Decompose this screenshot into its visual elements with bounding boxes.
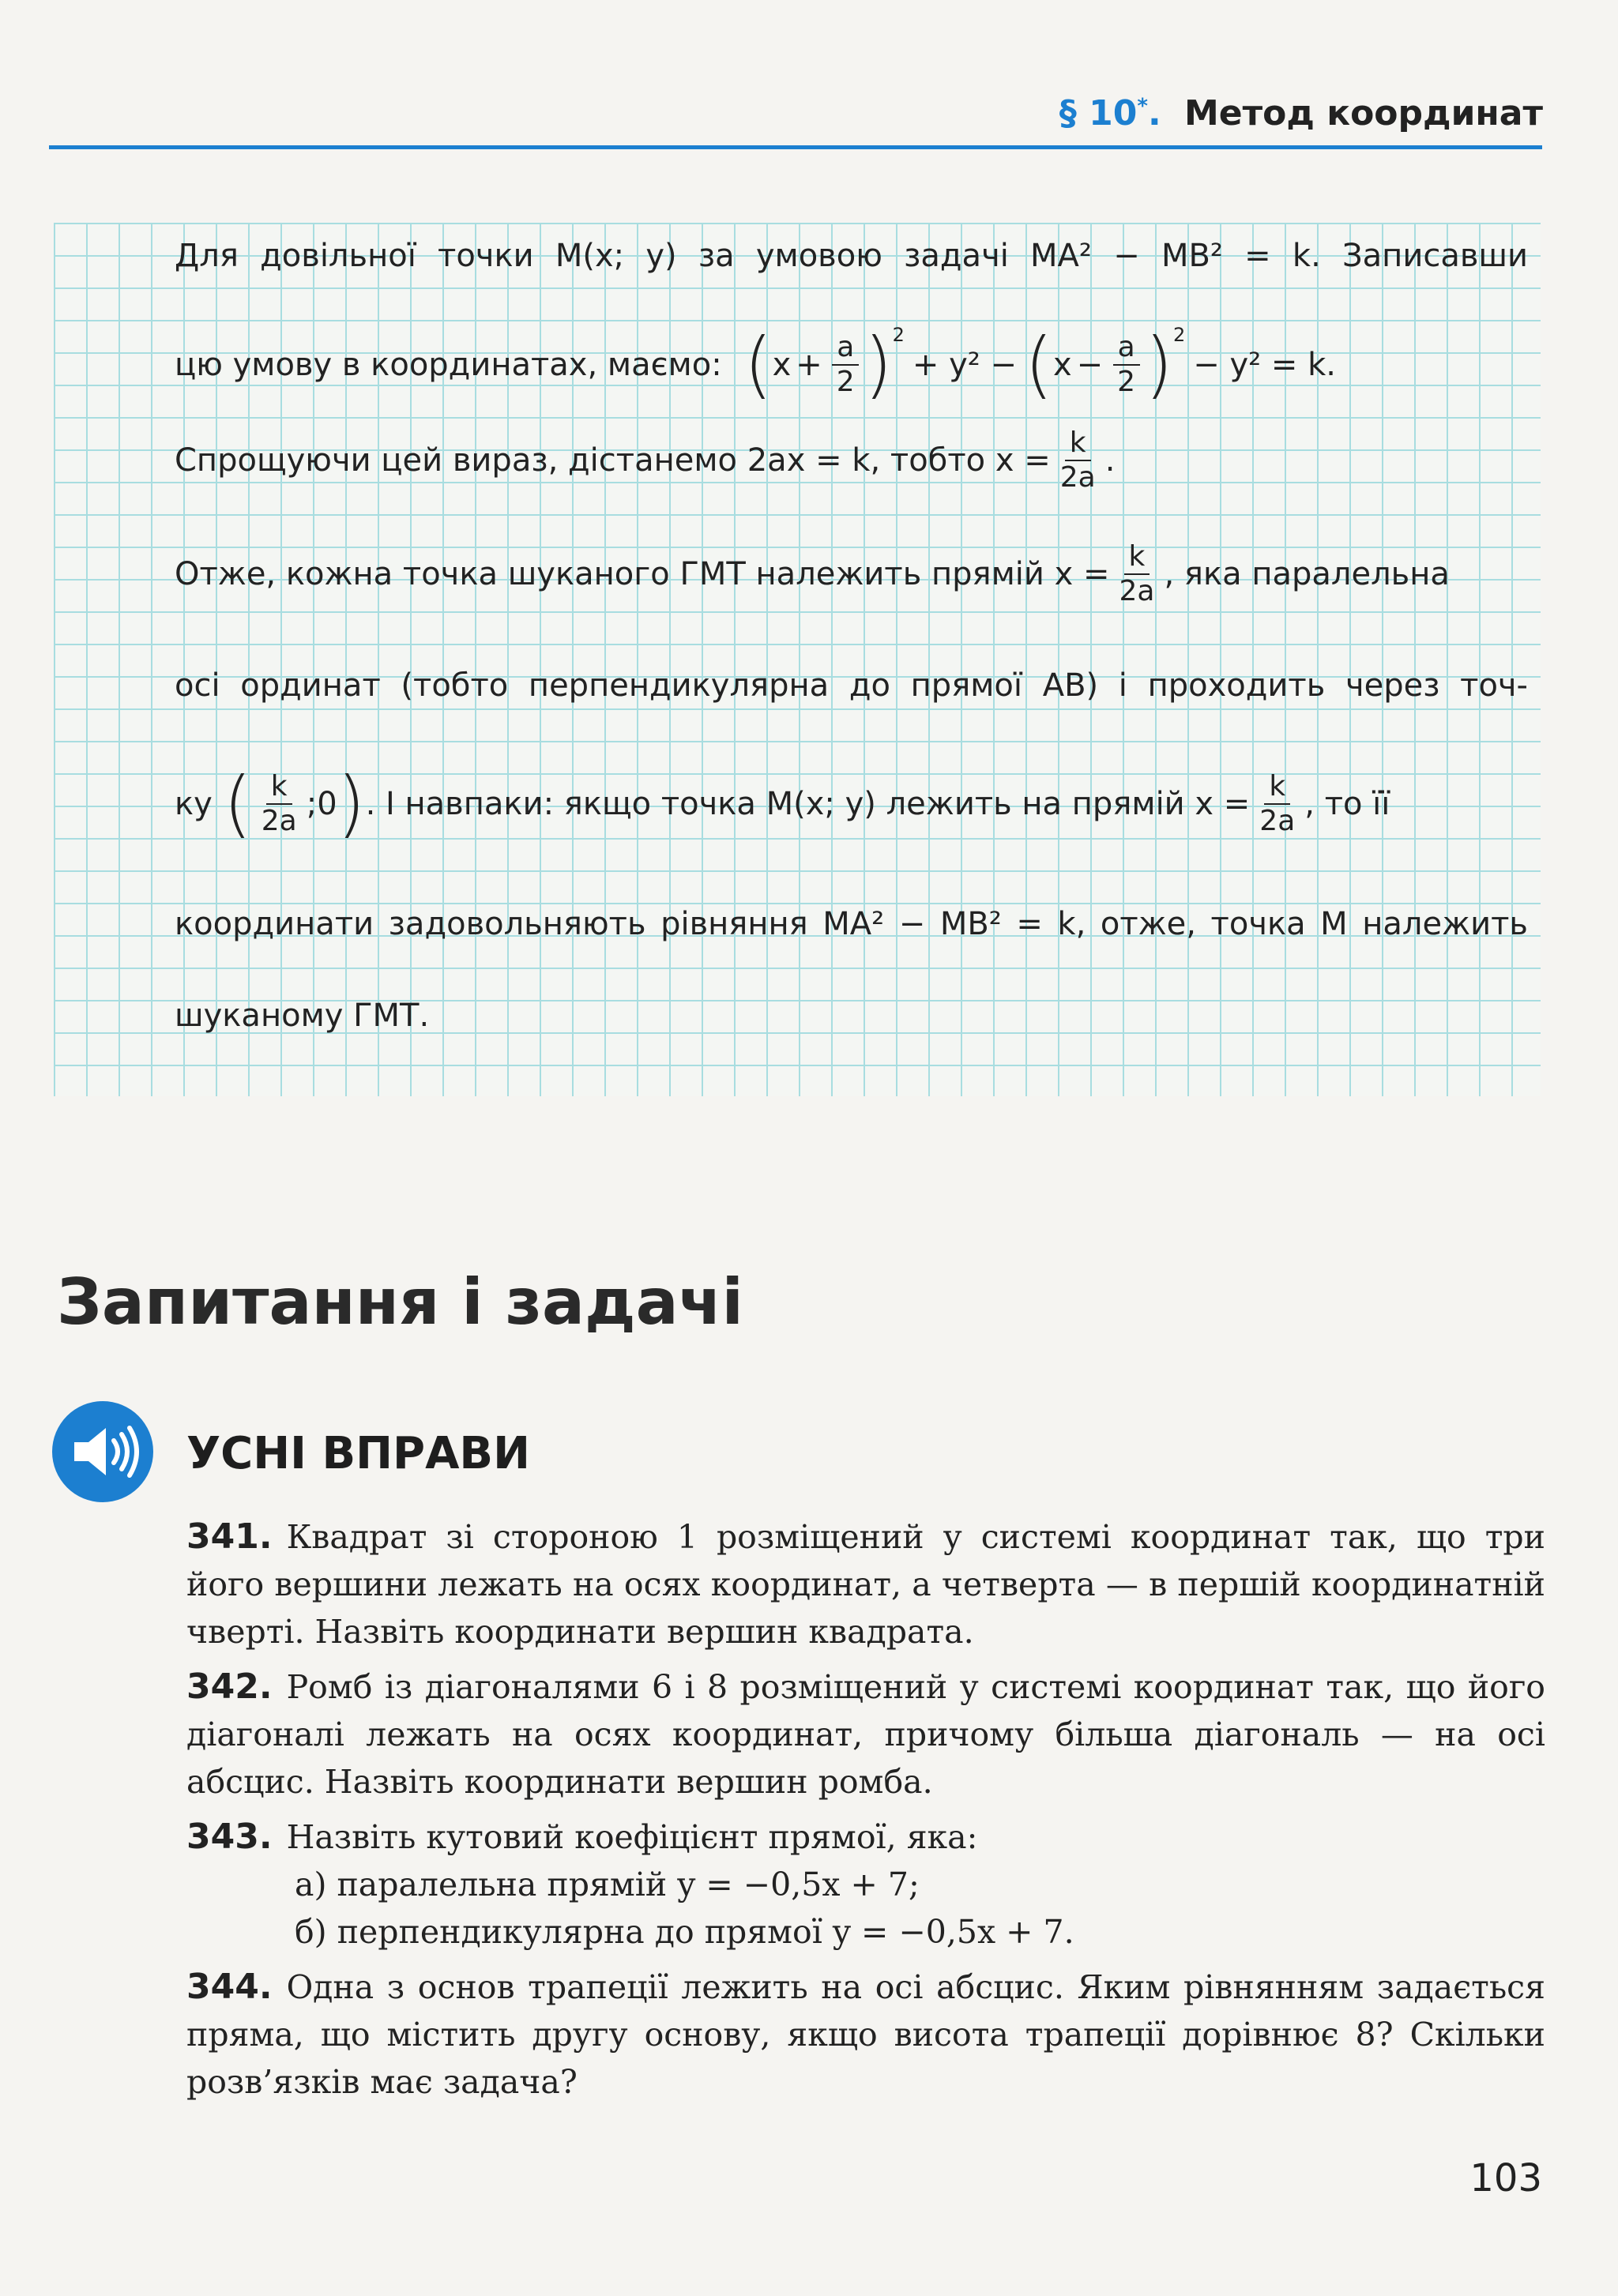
proof-line-4 (175, 539, 1528, 610)
proof-line-5: осі ординат (тобто перпендикулярна до прямої AB) і проходить через точ- (175, 667, 1528, 704)
exercise-number: 342. (186, 1667, 273, 1707)
section-title: Метод координат (1184, 93, 1543, 133)
proof-line-7: координати задовольняють рівняння MA² − MB² = k, отже, точка M належить (175, 906, 1528, 942)
exercise-text: Ромб із діагоналями 6 і 8 розміщений у системі координат так, що його діагоналі лежать на осях координат, причому більша діагональ — на осі абсцис. Назвіть координати вершин ромба. (186, 1668, 1545, 1801)
expr-plus: + (796, 347, 822, 383)
fraction-a-over-2-b: $\frac{a}{2}$ (1112, 333, 1140, 397)
speaker-icon[interactable] (52, 1401, 153, 1502)
running-header (1059, 93, 1543, 133)
paren-close-3: ) (337, 761, 366, 846)
paren-open-3: ( (223, 761, 252, 846)
header-divider (49, 145, 1542, 149)
fraction-k-over-2a-b: $\frac{k}{2a}$ (1119, 540, 1155, 607)
exercise-text: Одна з основ трапеції лежить на осі абсцис. Яким рівнянням задається пряма, що містить другу основу, якщо висота трапеції дорівнює 8? Скільки розв’язків має задача? (186, 1968, 1545, 2101)
proof-line-4-post: , яка паралельна (1164, 556, 1450, 592)
exercise-343-a: а) паралельна прямій y = −0,5x + 7; (295, 1866, 920, 1903)
exponent-2: 2 (1172, 324, 1186, 346)
proof-line-2 (175, 322, 1528, 407)
exponent: 2 (892, 324, 905, 346)
expr-end: − y² = k. (1193, 347, 1336, 383)
paren-open-2: ( (1025, 322, 1053, 407)
exercise-number: 343. (186, 1817, 273, 1857)
expr-x-2: x (1052, 347, 1072, 383)
fraction-a-over-2: $\frac{a}{2}$ (832, 333, 860, 397)
proof-line-3-end: . (1104, 442, 1116, 479)
proof-line-8: шуканому ГМТ. (175, 998, 430, 1034)
fraction-k-over-2a-c: $\frac{k}{2a}$ (261, 770, 297, 837)
exercise-text: Назвіть кутовий коефіцієнт прямої, яка: (286, 1818, 978, 1856)
proof-line-4-pre: Отже, кожна точка шуканого ГМТ належить прямій x = (175, 556, 1110, 592)
expr-x: x (772, 347, 792, 383)
proof-line-2-text: цю умову в координатах, маємо: (175, 347, 722, 383)
proof-line-6-pre: ку (175, 786, 213, 822)
speaker-icon-glyph (52, 1401, 153, 1502)
exercise-344 (186, 1963, 1545, 2106)
paren-open: ( (743, 322, 773, 407)
exercise-343 (186, 1813, 1545, 1861)
section-heading: Запитання і задачі (57, 1265, 743, 1339)
proof-line-6-post: , то її (1304, 786, 1390, 822)
exercise-341 (186, 1513, 1545, 1655)
exercise-343-b: б) перпендикулярна до прямої y = −0,5x + 7. (295, 1913, 1074, 1951)
proof-line-6-mid: . І навпаки: якщо точка M(x; y) лежить на прямій x = (365, 786, 1251, 822)
proof-line-3 (175, 425, 1528, 496)
exercise-number: 344. (186, 1967, 273, 2007)
fraction-k-over-2a-d: $\frac{k}{2a}$ (1259, 770, 1296, 837)
page-number: 103 (1469, 2156, 1542, 2200)
section-number: § 10*. (1059, 93, 1161, 133)
paren-close: ) (864, 322, 893, 407)
proof-line-6 (175, 761, 1528, 846)
paren-close-2: ) (1145, 322, 1173, 407)
exercise-text: Квадрат зі стороною 1 розміщений у системі координат так, що три його вершини лежать на осях координат, а четверта — в першій координатній чверті. Назвіть координати вершин квадрата. (186, 1518, 1545, 1651)
fraction-k-over-2a: $\frac{k}{2a}$ (1059, 427, 1096, 494)
proof-line-1: Для довільної точки M(x; y) за умовою задачі MA² − MB² = k. Записавши (175, 238, 1528, 274)
exercise-342 (186, 1663, 1545, 1806)
expr-mid: + y² − (912, 347, 1018, 383)
oral-exercises-title: УСНІ ВПРАВИ (186, 1428, 530, 1479)
exercise-number: 341. (186, 1516, 273, 1557)
proof-line-3-text: Спрощуючи цей вираз, дістанемо 2ax = k, тобто x = (175, 442, 1051, 479)
expr-minus: − (1076, 347, 1104, 383)
point-coord-tail: ;0 (306, 786, 337, 822)
